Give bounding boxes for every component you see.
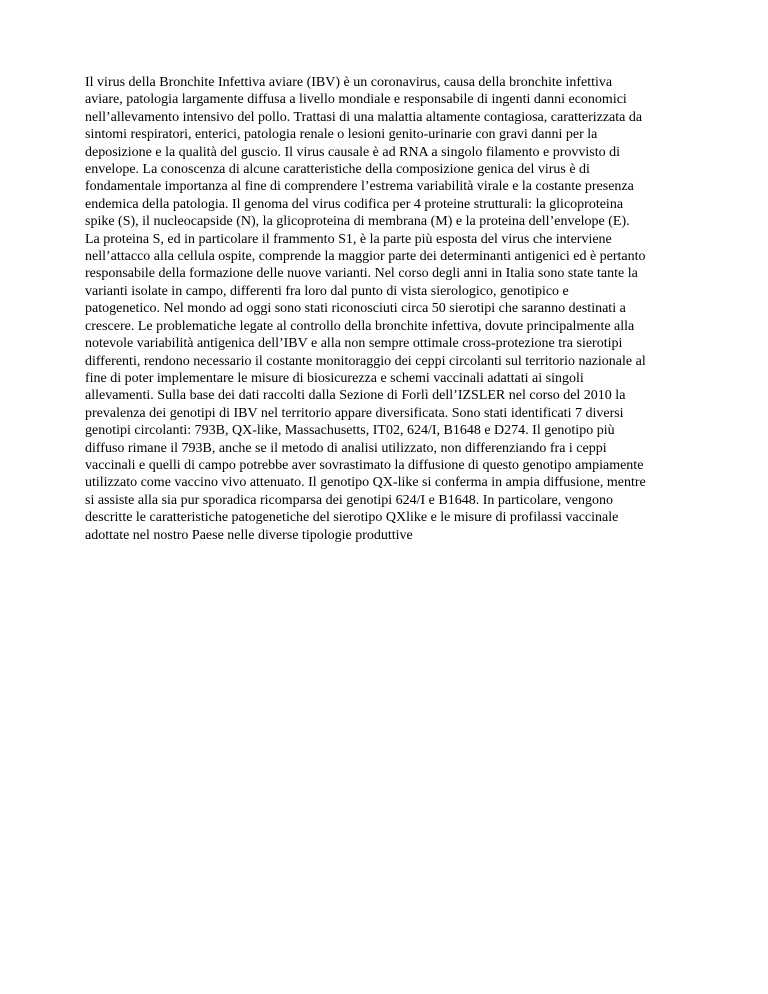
text-line: aviare, patologia largamente diffusa a livello mondiale e responsabile di ingenti danni economici xyxy=(85,92,627,108)
text-line: allevamenti. Sulla base dei dati raccolti dalla Sezione di Forlì dell’IZSLER nel corso del 2010 la xyxy=(85,388,626,404)
text-line: nell’attacco alla cellula ospite, comprende la maggior parte dei determinanti antigenici ed è pertanto xyxy=(85,249,646,265)
abstract-paragraph xyxy=(85,74,697,544)
text-line: descritte le caratteristiche patogenetiche del sierotipo QXlike e le misure di profilassi vaccinale xyxy=(85,510,619,526)
text-line: spike (S), il nucleocapside (N), la glicoproteina di membrana (M) e la proteina dell’envelope (E). xyxy=(85,214,630,230)
text-line: fine di poter implementare le misure di biosicurezza e schemi vaccinali adattati ai singoli xyxy=(85,370,584,386)
text-line: sintomi respiratori, enterici, patologia renale o lesioni genito-urinarie con gravi danni per la xyxy=(85,127,598,143)
text-line: deposizione e la qualità del guscio. Il virus causale è ad RNA a singolo filamento e provvisto di xyxy=(85,144,620,160)
text-line: endemica della patologia. Il genoma del virus codifica per 4 proteine strutturali: la glicoproteina xyxy=(85,196,624,212)
text-line: notevole variabilità antigenica dell’IBV e alla non sempre ottimale cross-protezione tra sierotipi xyxy=(85,336,623,352)
text-line: prevalenza dei genotipi di IBV nel territorio appare diversificata. Sono stati identificati 7 diversi xyxy=(85,405,624,421)
text-line: patogenetico. Nel mondo ad oggi sono stati riconosciuti circa 50 sierotipi che saranno destinati a xyxy=(85,301,626,317)
text-line: adottate nel nostro Paese nelle diverse tipologie produttive xyxy=(85,527,413,543)
text-line: differenti, rendono necessario il costante monitoraggio dei ceppi circolanti sul territorio nazionale al xyxy=(85,353,646,369)
text-line: diffuso rimane il 793B, anche se il metodo di analisi utilizzato, non differenziando fra i ceppi xyxy=(85,440,607,456)
text-line: responsabile della formazione delle nuove varianti. Nel corso degli anni in Italia sono state tante la xyxy=(85,266,638,282)
text-line: si assiste alla sia pur sporadica ricomparsa dei genotipi 624/I e B1648. In particolare, vengono xyxy=(85,492,613,508)
text-line: genotipi circolanti: 793B, QX-like, Massachusetts, IT02, 624/I, B1648 e D274. Il genotipo più xyxy=(85,423,615,439)
text-line: fondamentale importanza al fine di comprendere l’estrema variabilità virale e la costante presenza xyxy=(85,179,634,195)
text-line: vaccinali e quelli di campo potrebbe aver sovrastimato la diffusione di questo genotipo ampiamente xyxy=(85,457,644,473)
text-line: envelope. La conoscenza di alcune caratteristiche della composizione genica del virus è di xyxy=(85,162,590,178)
text-line: utilizzato come vaccino vivo attenuato. Il genotipo QX-like si conferma in ampia diffusione, mentre xyxy=(85,475,646,491)
text-line: varianti isolate in campo, differenti fra loro dal punto di vista sierologico, genotipico e xyxy=(85,283,569,299)
text-line: La proteina S, ed in particolare il frammento S1, è la parte più esposta del virus che interviene xyxy=(85,231,612,247)
text-line: Il virus della Bronchite Infettiva aviare (IBV) è un coronavirus, causa della bronchite infettiva xyxy=(85,75,613,90)
text-line: nell’allevamento intensivo del pollo. Trattasi di una malattia altamente contagiosa, caratterizzata da xyxy=(85,109,643,125)
text-line: crescere. Le problematiche legate al controllo della bronchite infettiva, dovute principalmente alla xyxy=(85,318,635,334)
